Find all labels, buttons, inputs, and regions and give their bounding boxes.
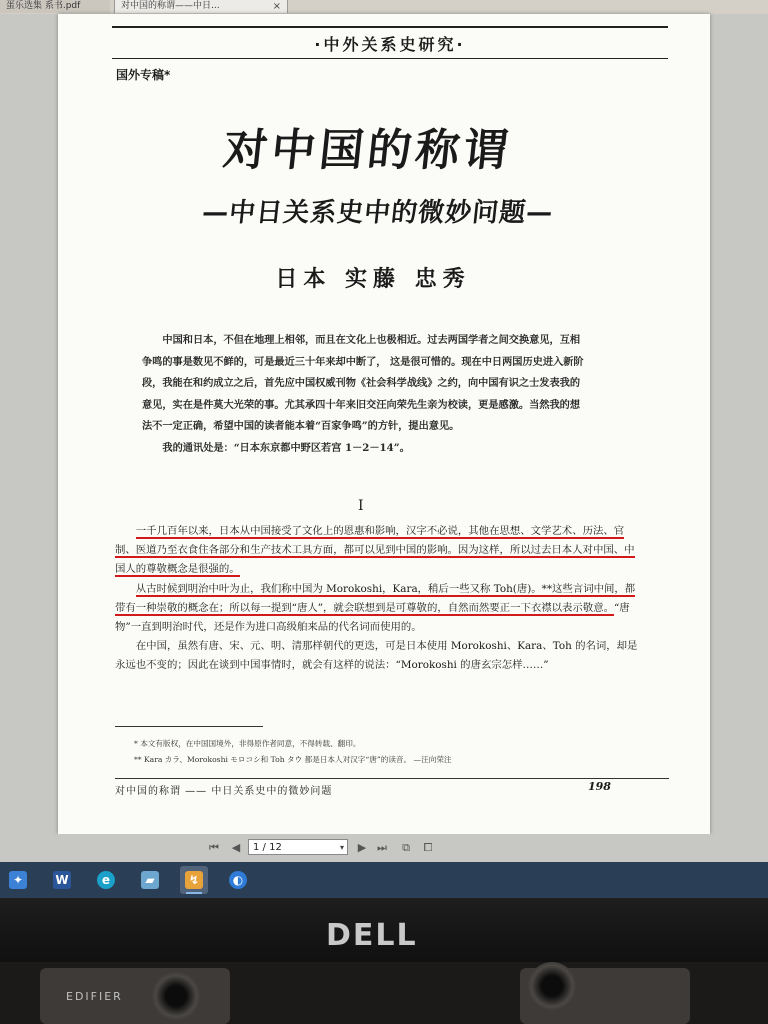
windows-taskbar [0,862,768,898]
first-page-icon[interactable]: ⏮ [209,841,219,854]
fit-width-icon[interactable]: ⧠ [423,841,433,854]
chevron-down-icon[interactable]: ▾ [339,843,344,852]
taskbar-pdf-reader[interactable] [180,866,208,894]
section-label: 国外专稿* [116,68,171,82]
header-rule [112,26,668,28]
close-icon[interactable]: × [272,1,281,12]
pdf-page [58,14,710,834]
tablet-icon: ▰ [141,871,159,889]
document-tab-strip [0,0,768,15]
tab-previous-document[interactable] [0,0,110,13]
header-rule [112,58,668,59]
footnote-rule [115,726,263,727]
tab-label: 蛋乐选集 系书.pdf [6,1,81,11]
tab-label: 对中国的称谓——中日... [121,1,220,11]
fit-page-icon[interactable]: ⧉ [402,841,410,854]
body-text: “唐物”一直到明治时代，还是作为进口高级舶来品的代名词而使用的。 [115,601,630,634]
dell-logo: DELL [326,918,418,953]
taskbar-app[interactable] [224,866,252,894]
speaker-cone [152,972,200,1020]
pdf-reader-icon: ↯ [185,871,203,889]
footnote: * 本文有版权，在中国国境外，非得原作者同意，不得转载、翻印。 [134,739,361,748]
body-paragraph: 在中国，虽然有唐、宋、元、明、清那样朝代的更迭，可是日本使用 Morokoshi、Kara、Toh 的名词，却是永远也不变的；因此在谈到中国事情时，就会有这样的说法：“Morokoshi 的唐玄宗怎样……” [115,640,638,672]
preface-paragraph: 中国和日本，不但在地理上相邻，而且在文化上也极相近。过去两国学者之间交换意见，互相争鸣的事是数见不鲜的，可是最近三十年来却中断了， 这是很可惜的。现在中日两国历史进入新阶段，我能在和约成立之后，首先应中国权威刊物《社会科学战线》之约，向中国有识之士发表我的意见，实在是件莫大光荣的事。尤其承四十年来旧交汪向荣先生亲为校读，更是感激。当然我的想法不一定正确，希望中国的读者能本着“百家争鸣”的方针，提出意见。 [142,334,584,432]
footer-rule [115,778,669,779]
journal-title: ·中外关系史研究· [314,35,466,54]
article-title: 对中国的称谓 [220,125,515,176]
active-indicator [186,892,202,894]
taskbar-tablet[interactable] [136,866,164,894]
speaker-cone [528,962,576,1010]
next-page-icon[interactable]: ▶ [357,841,367,854]
last-page-icon[interactable]: ⏭ [377,841,387,854]
author-preface [142,330,590,459]
feedback-icon: ✦ [9,871,27,889]
app-icon: ◐ [229,871,247,889]
article-body [115,522,641,676]
article-subtitle: —中日关系史中的微妙问题— [200,198,555,228]
footnotes [134,736,594,768]
speaker-brand: EDIFIER [66,990,123,1003]
highlighted-text: 一千几百年以来，日本从中国接受了文化上的恩惠和影响，汉字不必说，其他在思想、文学艺术、历法、官制、医道乃至衣食住各部分和生产技术工具方面，都可以见到中国的影响。因为这样，所以过去日本人对中国、中国人的尊敬概念是很强的。 [115,525,635,576]
page-navigation-bar [0,834,768,862]
previous-page-icon[interactable]: ◀ [231,841,241,854]
preface-address: 我的通讯处是：“日本东京都中野区若宫 1－2－14”。 [162,441,410,454]
tab-active-document[interactable] [114,0,288,13]
edge-icon: e [97,871,115,889]
page-indicator: 1 / 12 [253,842,282,853]
article-author: 日本 实藤 忠秀 [275,267,471,292]
speaker-right [520,968,690,1024]
word-icon: W [53,871,71,889]
taskbar-edge[interactable] [92,866,120,894]
taskbar-feedback[interactable] [4,866,32,894]
body-paragraph [115,580,641,638]
taskbar-word[interactable] [48,866,76,894]
section-number: I [358,498,364,514]
pdf-viewer[interactable] [0,14,768,834]
running-footer: 对中国的称谓 —— 中日关系史中的微妙问题 [115,786,333,797]
body-paragraph [115,522,641,580]
page-number-input[interactable] [248,839,348,855]
footnote: ** Kara カラ、Morokoshi モロコシ和 Toh タウ 都是日本人对汉字“唐”的读音。 —汪向荣注 [134,755,452,764]
highlighted-text: 从古时候到明治中叶为止，我们称中国为 Morokoshi，Kara，稍后一些又称 Toh(唐)。**这些言词中间，都带有一种崇敬的概念在；所以每一提到“唐人”，就会联想到是可尊敬的，自然而然要正一下衣襟以表示敬意。 [115,582,636,614]
page-number: 198 [588,780,611,793]
